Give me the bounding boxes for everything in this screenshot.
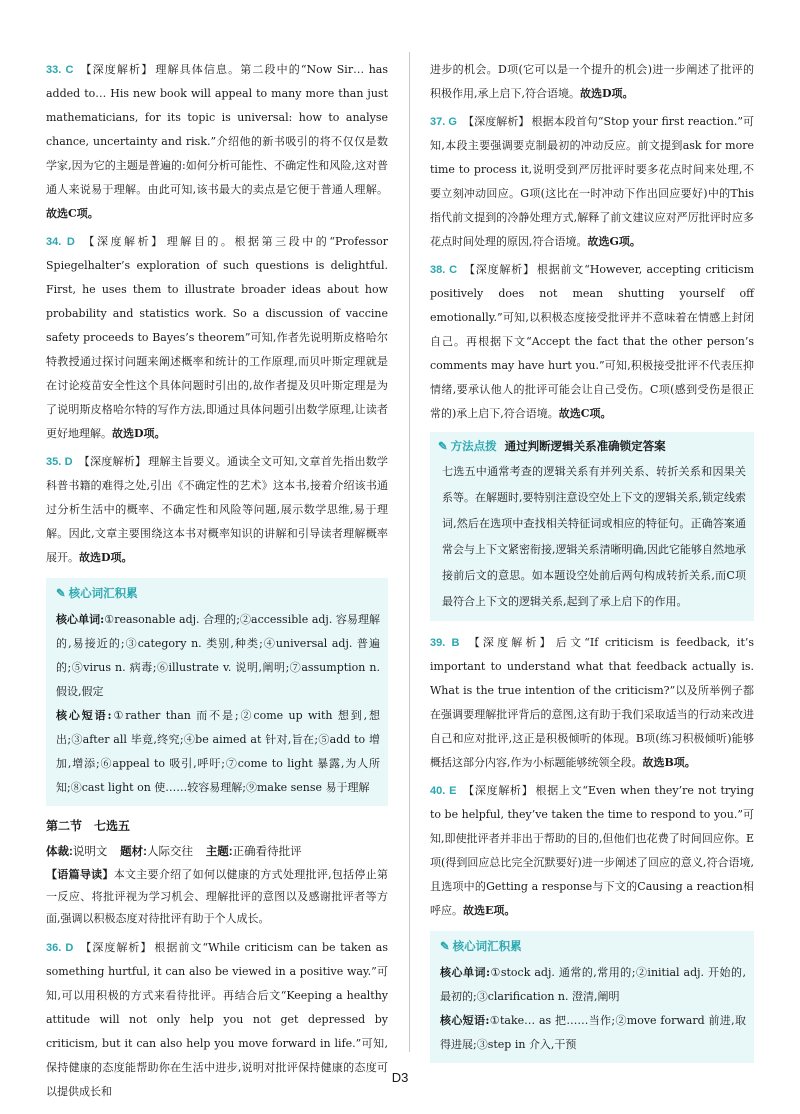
vocab-words: 核心单词:①reasonable adj. 合理的;②accessible adj. 容易理解的,易接近的;③category n. 类别,种类;④universal adj. 普遍的;⑤virus n. 病毒;⑥illustrate v. 说明,阐明;⑦assumption n. 假设,假定 [56, 613, 381, 698]
question-number: 40. E [430, 785, 457, 797]
analysis-tag: 【深度解析】 [79, 941, 153, 954]
method-tip-title: 通过判断逻辑关系准确锁定答案 [504, 441, 666, 453]
answer-item-38 [430, 258, 754, 426]
question-number: 35. D [46, 456, 73, 468]
answer-item-33 [46, 58, 388, 226]
answer-item-40 [430, 779, 754, 923]
analysis-text: 理解主旨要义。通读全文可知,文章首先指出数学科普书籍的难得之处,引出《不确定性的艺术》这本书,接着介绍该书通过分析生活中的概率、不确定性和风险等问题,展示数学思维,易于理解。因此,文章主要围绕这本书对概率知识的讲解和引导读者理解概率展开。 [46, 455, 389, 564]
vocab-words: 核心单词:①stock adj. 通常的,常用的;②initial adj. 开始的,最初的;③clarification n. 澄清,阐明 [440, 966, 746, 1003]
analysis-text: 根据前文“While criticism can be taken as something hurtful, it can also be viewed in a positive way.”可知,可以用积极的方式来看待批评。再结合后文“Keeping a healthy attitude will not only help you not get depressed by criticism, but it can also help you move forward in life.”可知,保持健康的态度能帮助你在生活中进步,说明对批评保持健康的态度可以提供成长和 [46, 941, 389, 1098]
method-tip-header [438, 434, 746, 459]
column-divider [409, 52, 410, 1052]
question-number: 37. G [430, 116, 457, 128]
vocab-box-title: ✎ 核心词汇积累 [440, 941, 522, 953]
page-number: D3 [391, 1070, 409, 1085]
answer-item-37 [430, 110, 754, 254]
analysis-tag: 【深度解析】 [79, 63, 154, 76]
analysis-tag: 【深度解析】 [462, 115, 530, 128]
question-number: 34. D [46, 236, 75, 248]
analysis-tag: 【深度解析】 [463, 263, 535, 276]
answer-conclusion: 故选D项。 [112, 427, 166, 440]
method-tip-body: 七选五中通常考查的逻辑关系有并列关系、转折关系和因果关系等。在解题时,要特别注意设空处上下文的逻辑关系,锁定线索词,然后在选项中查找相关特征词或相应的特征句。正确答案通常会与上下文紧密衔接,逻辑关系清晰明确,因此它能够自然地承接前后文的意思。如本题设空处前后两句构成转折关系,而C项最符合上下文的逻辑关系,起到了承上启下的作用。 [442, 465, 746, 608]
answer-conclusion: 故选C项。 [46, 207, 99, 220]
analysis-text: 理解具体信息。第二段中的“Now Sir… has added to… His new book will appeal to many more than just mathematicians, for its topic is universal: how to analyse chance, uncertainty and risk.”介绍他的新书吸引的将不仅仅是数学家,因为它的主题是普遍的:如何分析可能性、不确定性和风险,这对普通人来说易于理解。由此可知,该书最大的卖点是它便于普通人理解。 [46, 63, 388, 196]
question-number: 39. B [430, 637, 460, 649]
analysis-text: 理解目的。根据第三段中的“Professor Spiegelhalter’s exploration of such questions is delightful. First, he uses them to illustrate broader ideas about how probability and statistics work. So a discussion of vaccine safety proceeds to Bayes’s theorem”可知,作者先说明斯皮格哈尔特教授通过探讨问题来阐述概率和统计的工作原理,而贝叶斯定理就是在讨论疫苗安全性这个具体问题时引出的,故作者提及贝叶斯定理是为了说明斯皮格哈尔特的写作方法,即通过具体问题引出数学原理,让读者更好地理解。 [46, 235, 388, 440]
analysis-tag: 【深度解析】 [80, 235, 165, 248]
analysis-text: 根据前文“However, accepting criticism positively does not mean shutting yourself off emotionally.”可知,以积极态度接受批评并不意味着在情感上封闭自己。再根据下文“Accept the fact that the other person’s comments may have hurt you.”可知,积极接受批评不代表压抑情绪,要承认他人的批评可能会让自己受伤。C项(感到受伤是很正常的)承上启下,符合语境。 [430, 263, 755, 420]
analysis-text: 进步的机会。D项(它可以是一个提升的机会)进一步阐述了批评的积极作用,承上启下,符合语境。 [430, 63, 754, 100]
left-column [46, 58, 388, 1108]
pen-icon: ✎ [438, 441, 448, 453]
answer-item-35 [46, 450, 388, 570]
vocab-box [430, 931, 754, 1063]
analysis-text: 后文“If criticism is feedback, it’s important to understand what that feedback actually is. What is the true intention of the criticism?”以及所举例子都在强调要理解批评背后的意图,这有助于我们采取适当的行动来改进自己和应对批评,这正是积极倾听的体现。B项(练习积极倾听)能够概括这部分内容,作为小标题能够统领全段。 [430, 636, 755, 769]
method-tip-tag: ✎ 方法点拨 [438, 441, 497, 453]
vocab-phrases: 核心短语:①rather than 而不是;②come up with 想到,想出;③after all 毕竟,终究;④be aimed at 针对,旨在;⑤add to 增加,增添;⑥appeal to 吸引,呼吁;⑦come to light 暴露,为人所知;⑧cast light on 使……较容易理解;⑨make sense 易于理解 [56, 709, 381, 794]
answer-conclusion: 故选D项。 [79, 551, 133, 564]
answer-conclusion: 故选G项。 [587, 235, 641, 248]
passage-guide: 【语篇导读】本文主要介绍了如何以健康的方式处理批评,包括停止第一反应、将批评视为学习机会、理解批评的意图以及感谢批评者等方面,强调以积极态度对待批评有助于个人成长。 [46, 868, 388, 925]
passage-meta: 体裁:说明文 题材:人际交往 主题:正确看待批评 [46, 846, 302, 858]
answer-conclusion: 故选E项。 [463, 904, 516, 917]
analysis-tag: 【深度解析】 [462, 784, 534, 797]
question-number: 38. C [430, 264, 458, 276]
pen-icon: ✎ [56, 588, 66, 600]
analysis-tag: 【深度解析】 [78, 455, 147, 468]
analysis-text: 根据上文“Even when they’re not trying to be helpful, they’ve taken the time to respond to you.”可知,即使批评者并非出于帮助的目的,但他们也花费了时间回应你。E项(得到回应总比完全沉默要好)进一步阐述了回应的意义,符合语境,且选项中的Getting a response与下文的Causing a reaction相呼应。 [430, 784, 755, 917]
pen-icon: ✎ [440, 941, 450, 953]
question-number: 33. C [46, 64, 74, 76]
answer-item-34 [46, 230, 388, 446]
right-column [430, 58, 754, 1073]
vocab-box [46, 578, 388, 806]
vocab-phrases: 核心短语:①take… as 把……当作;②move forward 前进,取得进展;③step in 介入,干预 [440, 1014, 746, 1051]
method-tip-box [430, 432, 754, 621]
vocab-box-title: ✎ 核心词汇积累 [56, 588, 138, 600]
answer-conclusion: 故选B项。 [642, 756, 696, 769]
section-title: 第二节 七选五 [46, 819, 131, 833]
question-number: 36. D [46, 942, 74, 954]
analysis-tag: 【深度解析】 [465, 636, 554, 649]
answer-item-36-continued [430, 58, 754, 106]
answer-conclusion: 故选C项。 [558, 407, 612, 420]
answer-item-39 [430, 631, 754, 775]
analysis-text: 根据本段首句“Stop your first reaction.”可知,本段主要强调要克制最初的冲动反应。前文提到ask for more time to process it,说明受到严厉批评时要多花点时间来处理,不要立刻冲动回应。G项(这比在一时冲动下作出回应要好)中的This指代前文提到的冷静处理方式,解释了前文建议应对严厉批评时应多花点时间处理的原因,符合语境。 [430, 115, 755, 248]
answer-conclusion: 故选D项。 [580, 87, 634, 100]
